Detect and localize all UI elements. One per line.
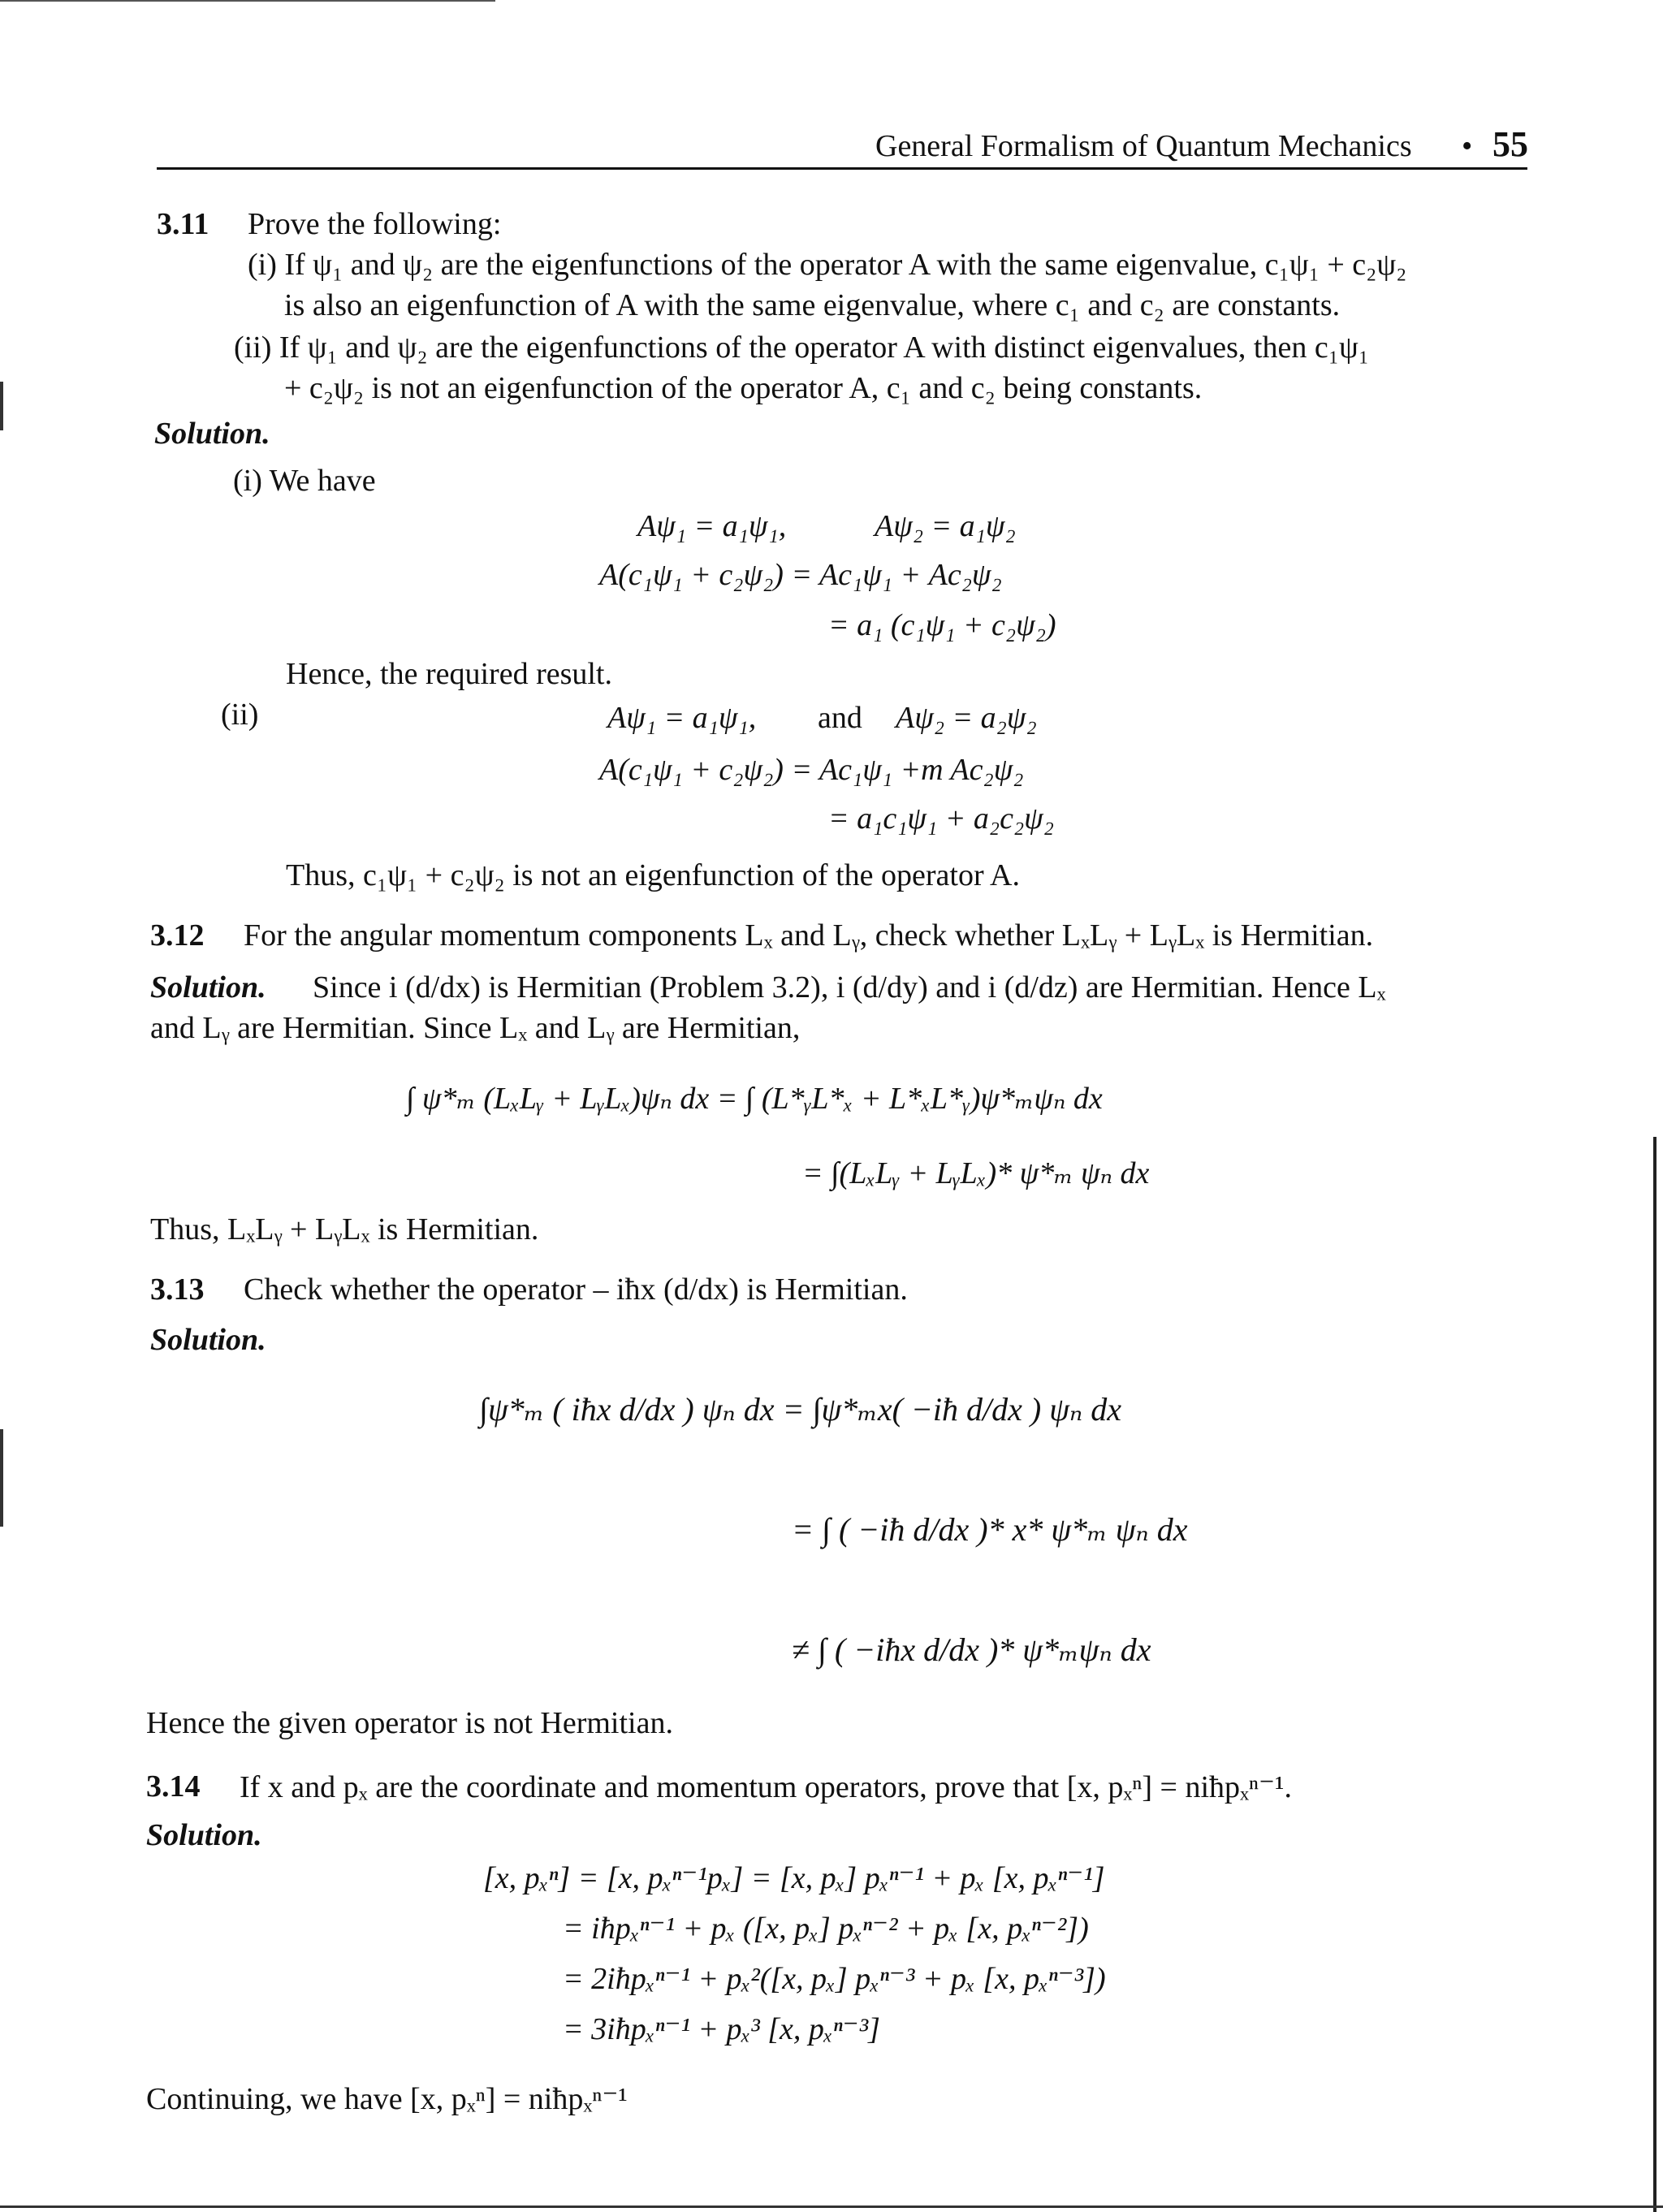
solution-label: Solution.: [146, 1818, 262, 1852]
left-edge-mark: [0, 1429, 3, 1527]
solution-label: Solution.: [150, 970, 266, 1004]
body-text: Hence the given operator is not Hermitian.: [146, 1706, 673, 1740]
header-rule: [157, 167, 1527, 170]
equation: = 2iħpₓⁿ⁻¹ + pₓ²([x, pₓ] pₓⁿ⁻³ + pₓ [x, pₓⁿ⁻³]): [563, 1962, 1106, 1996]
problem-part-i-line2: is also an eigenfunction of A with the same eigenvalue, where c₁ and c₂ are constants.: [284, 288, 1341, 322]
body-text: Hence, the required result.: [286, 657, 612, 691]
body-text: and Lᵧ are Hermitian. Since Lₓ and Lᵧ are Hermitian,: [150, 1011, 801, 1045]
equation: = iħpₓⁿ⁻¹ + pₓ ([x, pₓ] pₓⁿ⁻² + pₓ [x, pₓⁿ⁻²]): [563, 1912, 1089, 1946]
problem-number: 3.14: [146, 1769, 201, 1804]
equation: Aψ₂ = a₁ψ₂: [875, 509, 1016, 543]
problem-part-ii-line1: (ii) If ψ₁ and ψ₂ are the eigenfunctions of the operator A with distinct eigenvalues, then c₁ψ₁: [234, 331, 1370, 365]
equation: ∫ ψ*ₘ (LₓLᵧ + LᵧLₓ)ψₙ dx = ∫ (L*ᵧL*ₓ + L*ₓL*ᵧ)ψ*ₘψₙ dx: [406, 1082, 1103, 1116]
problem-stem: If x and pₓ are the coordinate and momentum operators, prove that [x, pₓⁿ] = niħpₓⁿ⁻¹.: [240, 1770, 1292, 1804]
body-text: Thus, c₁ψ₁ + c₂ψ₂ is not an eigenfunction of the operator A.: [286, 858, 1020, 892]
equation: = a₁c₁ψ₁ + a₂c₂ψ₂: [828, 801, 1054, 836]
equation: A(c₁ψ₁ + c₂ψ₂) = Ac₁ψ₁ + Ac₂ψ₂: [599, 558, 1002, 592]
solution-label: Solution.: [150, 1323, 266, 1357]
bottom-edge-rule: [0, 2206, 1663, 2208]
header-bullet: •: [1462, 129, 1473, 163]
top-edge-rule: [0, 0, 495, 2]
body-text: Continuing, we have [x, pₓⁿ] = niħpₓⁿ⁻¹: [146, 2082, 628, 2116]
solution-part-i-label: (i) We have: [233, 464, 376, 498]
body-text: Thus, LₓLᵧ + LᵧLₓ is Hermitian.: [150, 1212, 539, 1246]
problem-stem: For the angular momentum components Lₓ and Lᵧ, check whether LₓLᵧ + LᵧLₓ is Hermitian.: [244, 918, 1374, 953]
equation: Aψ₂ = a₂ψ₂: [896, 701, 1037, 735]
problem-stem: Check whether the operator – iħx (d/dx) is Hermitian.: [244, 1272, 908, 1307]
equation: = a₁ (c₁ψ₁ + c₂ψ₂): [828, 608, 1056, 642]
problem-number: 3.13: [150, 1272, 205, 1307]
equation: Aψ₁ = a₁ψ₁,: [607, 701, 757, 735]
equation: = 3iħpₓⁿ⁻¹ + pₓ³ [x, pₓⁿ⁻³]: [563, 2012, 880, 2046]
problem-number: 3.11: [157, 207, 209, 241]
problem-stem: Prove the following:: [248, 207, 502, 241]
solution-label: Solution.: [154, 417, 270, 451]
equation: [x, pₓⁿ] = [x, pₓⁿ⁻¹pₓ] = [x, pₓ] pₓⁿ⁻¹ + pₓ [x, pₓⁿ⁻¹]: [483, 1861, 1105, 1895]
running-title: General Formalism of Quantum Mechanics: [875, 129, 1412, 163]
problem-number: 3.12: [150, 918, 205, 953]
equation: Aψ₁ = a₁ψ₁,: [637, 509, 787, 543]
body-text: Since i (d/dx) is Hermitian (Problem 3.2), i (d/dy) and i (d/dz) are Hermitian. Hence Lₓ: [313, 970, 1386, 1004]
equation: = ∫(LₓLᵧ + LᵧLₓ)* ψ*ₘ ψₙ dx: [802, 1156, 1150, 1190]
equation: = ∫ ( −iħ d/dx )* x* ψ*ₘ ψₙ dx: [792, 1511, 1188, 1548]
left-edge-mark: [0, 382, 3, 430]
right-page-edge: [1653, 1137, 1657, 2212]
page-number: 55: [1492, 124, 1528, 164]
solution-part-ii-label: (ii): [221, 698, 259, 732]
equation: ≠ ∫ ( −iħx d/dx )* ψ*ₘψₙ dx: [792, 1631, 1151, 1668]
problem-part-i-line1: (i) If ψ₁ and ψ₂ are the eigenfunctions of the operator A with the same eigenvalue, c₁ψ₁ + c₂ψ₂: [248, 248, 1407, 282]
problem-part-ii-line2: + c₂ψ₂ is not an eigenfunction of the operator A, c₁ and c₂ being constants.: [284, 371, 1203, 405]
equation-connector: and: [818, 701, 862, 735]
equation: ∫ψ*ₘ ( iħx d/dx ) ψₙ dx = ∫ψ*ₘx( −iħ d/dx ) ψₙ dx: [479, 1391, 1122, 1428]
equation: A(c₁ψ₁ + c₂ψ₂) = Ac₁ψ₁ +m Ac₂ψ₂: [599, 753, 1024, 787]
